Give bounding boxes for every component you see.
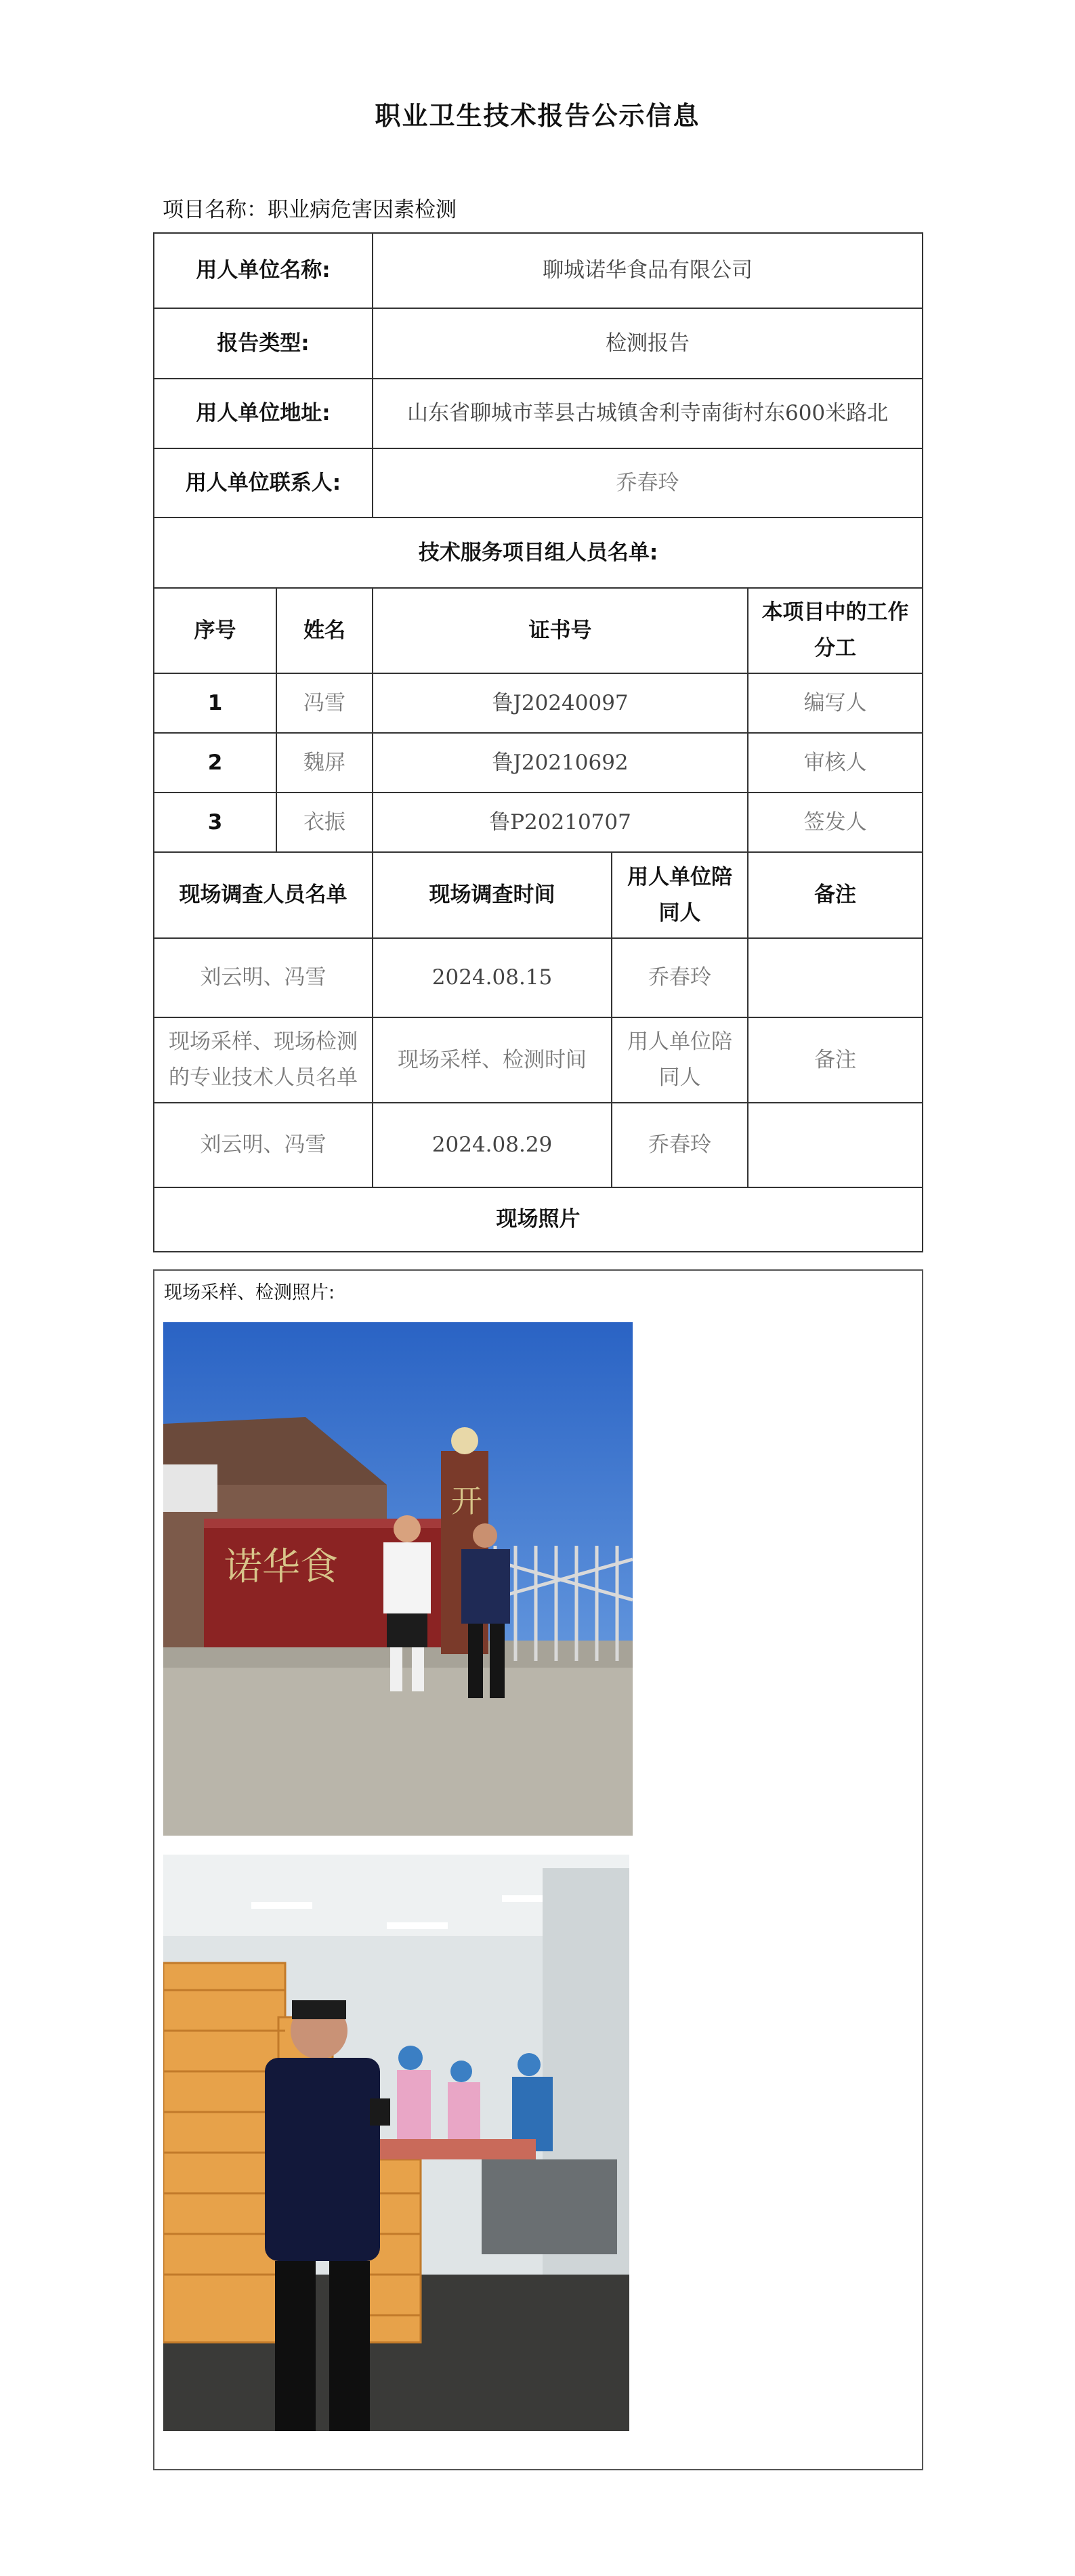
team-role: 签发人	[748, 793, 923, 852]
workshop-photo	[163, 1855, 629, 2431]
team-no: 1	[154, 673, 276, 733]
project-name: 项目名称：职业病危害因素检测	[163, 198, 457, 222]
photos-title: 现场照片	[154, 1187, 923, 1252]
sampling-row	[154, 1103, 923, 1187]
team-row	[154, 793, 923, 852]
team-row	[154, 673, 923, 733]
report-info-table	[153, 232, 923, 1252]
sampling-header-companion: 用人单位陪同人	[612, 1017, 748, 1103]
team-title-row	[154, 518, 923, 588]
team-title: 技术服务项目组人员名单:	[154, 518, 923, 588]
team-row	[154, 733, 923, 793]
info-label: 用人单位地址:	[154, 379, 373, 448]
sampling-header-time: 现场采样、检测时间	[373, 1017, 612, 1103]
survey-row	[154, 938, 923, 1017]
team-name: 冯雪	[276, 673, 373, 733]
team-role: 审核人	[748, 733, 923, 793]
workshop-illustration	[163, 1855, 629, 2431]
survey-header-row	[154, 852, 923, 938]
photos-title-row	[154, 1187, 923, 1252]
company-sign: 诺华食	[224, 1545, 338, 1589]
info-row	[154, 379, 923, 448]
survey-time: 2024.08.15	[373, 938, 612, 1017]
info-row	[154, 308, 923, 379]
survey-header-companion: 用人单位陪同人	[612, 852, 748, 938]
info-row	[154, 233, 923, 308]
team-no: 3	[154, 793, 276, 852]
page-title: 职业卫生技术报告公示信息	[375, 101, 700, 131]
info-value: 山东省聊城市莘县古城镇舍利寺南街村东600米路北	[373, 379, 923, 448]
info-row	[154, 448, 923, 518]
team-cert: 鲁P20210707	[373, 793, 748, 852]
photo-section	[153, 1269, 923, 2470]
survey-people: 刘云明、冯雪	[154, 938, 373, 1017]
team-name: 衣振	[276, 793, 373, 852]
sampling-header-note: 备注	[748, 1017, 923, 1103]
site-entrance-illustration	[163, 1322, 633, 1836]
team-cert: 鲁J20240097	[373, 673, 748, 733]
survey-note	[748, 938, 923, 1017]
team-cert: 鲁J20210692	[373, 733, 748, 793]
header-name: 姓名	[276, 588, 373, 673]
header-no: 序号	[154, 588, 276, 673]
info-label: 报告类型:	[154, 308, 373, 379]
team-role: 编写人	[748, 673, 923, 733]
sampling-note	[748, 1103, 923, 1187]
info-value: 检测报告	[373, 308, 923, 379]
header-role: 本项目中的工作分工	[748, 588, 923, 673]
sampling-people: 刘云明、冯雪	[154, 1103, 373, 1187]
photo-caption: 现场采样、检测照片:	[164, 1282, 335, 1303]
sampling-time: 2024.08.29	[373, 1103, 612, 1187]
team-no: 2	[154, 733, 276, 793]
site-entrance-photo	[163, 1322, 633, 1836]
gate-char: 开	[451, 1483, 482, 1519]
info-label: 用人单位联系人:	[154, 448, 373, 518]
sampling-companion: 乔春玲	[612, 1103, 748, 1187]
survey-companion: 乔春玲	[612, 938, 748, 1017]
team-header-row	[154, 588, 923, 673]
team-name: 魏屏	[276, 733, 373, 793]
survey-header-note: 备注	[748, 852, 923, 938]
sampling-header-row	[154, 1017, 923, 1103]
sampling-header-people: 现场采样、现场检测的专业技术人员名单	[154, 1017, 373, 1103]
survey-header-people: 现场调查人员名单	[154, 852, 373, 938]
info-label: 用人单位名称:	[154, 233, 373, 308]
header-cert: 证书号	[373, 588, 748, 673]
info-value: 聊城诺华食品有限公司	[373, 233, 923, 308]
survey-header-time: 现场调查时间	[373, 852, 612, 938]
info-value: 乔春玲	[373, 448, 923, 518]
